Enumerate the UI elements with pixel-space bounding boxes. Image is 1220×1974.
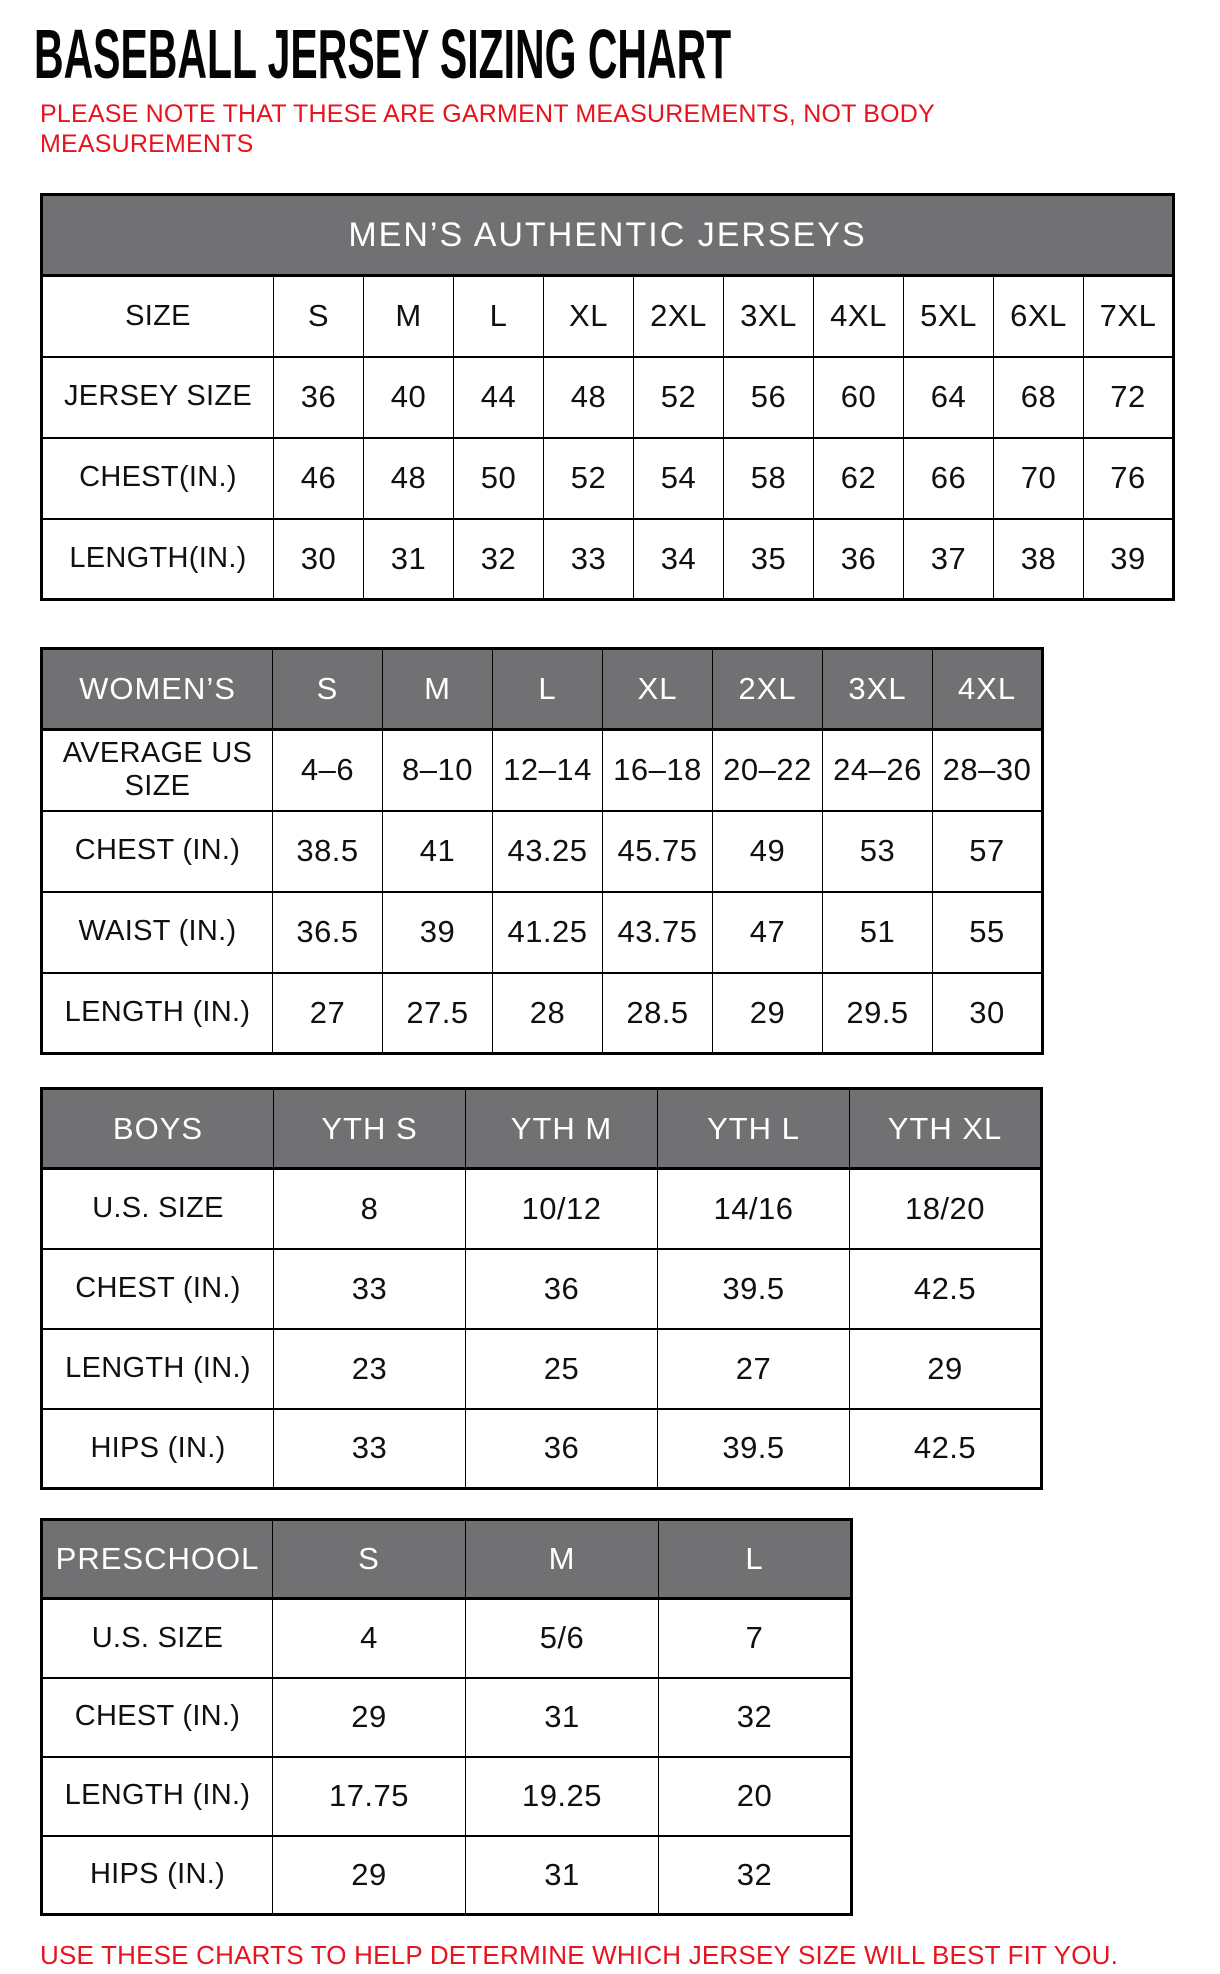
value-cell: 29.5 [823, 973, 933, 1054]
value-cell: 20–22 [713, 730, 823, 811]
preschool-row-hips-in- [42, 1836, 852, 1915]
value-cell: 39 [1084, 519, 1174, 600]
row-label: CHEST (IN.) [42, 1249, 274, 1329]
value-cell: 64 [904, 357, 994, 438]
boys-sizing-table [40, 1087, 1043, 1490]
value-cell: 58 [724, 438, 814, 519]
mens-header-row [42, 195, 1174, 276]
mens-row-chest-in- [42, 438, 1174, 519]
womens-row-waist-in- [42, 892, 1043, 973]
womens-header-label: WOMEN’S [42, 649, 273, 730]
value-cell: 29 [273, 1678, 466, 1757]
value-cell: 18/20 [850, 1169, 1042, 1249]
row-label: LENGTH (IN.) [42, 973, 273, 1054]
row-label: AVERAGE US SIZE [42, 730, 273, 811]
value-cell: 45.75 [603, 811, 713, 892]
value-cell: 72 [1084, 357, 1174, 438]
value-cell: 17.75 [273, 1757, 466, 1836]
womens-table-section [40, 647, 1220, 1055]
value-cell: 54 [634, 438, 724, 519]
value-cell: 55 [933, 892, 1043, 973]
value-cell: 5XL [904, 276, 994, 357]
preschool-size-header: M [466, 1520, 659, 1599]
value-cell: 14/16 [658, 1169, 850, 1249]
boys-size-header: YTH S [274, 1089, 466, 1169]
mens-table-section [40, 193, 1220, 601]
preschool-sizing-table [40, 1518, 853, 1916]
womens-row-length-in- [42, 973, 1043, 1054]
value-cell: 52 [544, 438, 634, 519]
mens-row-jersey-size [42, 357, 1174, 438]
value-cell: 8 [274, 1169, 466, 1249]
womens-row-average-us-size [42, 730, 1043, 811]
boys-row-hips-in- [42, 1409, 1042, 1489]
value-cell: 31 [466, 1836, 659, 1915]
boys-header-label: BOYS [42, 1089, 274, 1169]
value-cell: 43.25 [493, 811, 603, 892]
page-title: BASEBALL JERSEY SIZING CHART [34, 15, 732, 93]
note-line-2: MEASUREMENTS [40, 129, 254, 158]
boys-size-header: YTH XL [850, 1089, 1042, 1169]
value-cell: 43.75 [603, 892, 713, 973]
value-cell: 47 [713, 892, 823, 973]
row-label: U.S. SIZE [42, 1599, 273, 1678]
value-cell: 28 [493, 973, 603, 1054]
value-cell: 31 [364, 519, 454, 600]
boys-row-u-s-size [42, 1169, 1042, 1249]
value-cell: 41 [383, 811, 493, 892]
womens-sizing-table [40, 647, 1044, 1055]
value-cell: 36 [814, 519, 904, 600]
value-cell: 27.5 [383, 973, 493, 1054]
value-cell: 48 [544, 357, 634, 438]
value-cell: 37 [904, 519, 994, 600]
preschool-header-row [42, 1520, 852, 1599]
row-label: CHEST(IN.) [42, 438, 274, 519]
mens-row-size [42, 276, 1174, 357]
value-cell: 53 [823, 811, 933, 892]
row-label: HIPS (IN.) [42, 1836, 273, 1915]
value-cell: 50 [454, 438, 544, 519]
value-cell: 7XL [1084, 276, 1174, 357]
value-cell: 3XL [724, 276, 814, 357]
womens-size-header: L [493, 649, 603, 730]
preschool-row-u-s-size [42, 1599, 852, 1678]
value-cell: 36.5 [273, 892, 383, 973]
mens-sizing-table [40, 193, 1175, 601]
fit-advice-note: USE THESE CHARTS TO HELP DETERMINE WHICH JERSEY SIZE WILL BEST FIT YOU. [40, 1940, 1119, 1970]
value-cell: 27 [658, 1329, 850, 1409]
boys-row-length-in- [42, 1329, 1042, 1409]
value-cell: 76 [1084, 438, 1174, 519]
value-cell: 33 [544, 519, 634, 600]
row-label: CHEST (IN.) [42, 1678, 273, 1757]
value-cell: 68 [994, 357, 1084, 438]
value-cell: 34 [634, 519, 724, 600]
value-cell: 8–10 [383, 730, 493, 811]
value-cell: 4 [273, 1599, 466, 1678]
value-cell: 36 [466, 1249, 658, 1329]
womens-size-header: 2XL [713, 649, 823, 730]
value-cell: 39.5 [658, 1409, 850, 1489]
value-cell: 32 [454, 519, 544, 600]
value-cell: L [454, 276, 544, 357]
value-cell: 4–6 [273, 730, 383, 811]
row-label: SIZE [42, 276, 274, 357]
value-cell: 27 [273, 973, 383, 1054]
value-cell: 41.25 [493, 892, 603, 973]
preschool-size-header: L [659, 1520, 852, 1599]
womens-size-header: M [383, 649, 493, 730]
row-label: LENGTH (IN.) [42, 1329, 274, 1409]
value-cell: 25 [466, 1329, 658, 1409]
value-cell: 39 [383, 892, 493, 973]
value-cell: 24–26 [823, 730, 933, 811]
preschool-size-header: S [273, 1520, 466, 1599]
value-cell: 42.5 [850, 1409, 1042, 1489]
garment-measurements-note [40, 100, 940, 159]
value-cell: 32 [659, 1836, 852, 1915]
value-cell: 39.5 [658, 1249, 850, 1329]
value-cell: 6XL [994, 276, 1084, 357]
womens-size-header: 4XL [933, 649, 1043, 730]
value-cell: 56 [724, 357, 814, 438]
value-cell: 29 [713, 973, 823, 1054]
value-cell: 7 [659, 1599, 852, 1678]
boys-row-chest-in- [42, 1249, 1042, 1329]
value-cell: 5/6 [466, 1599, 659, 1678]
value-cell: 51 [823, 892, 933, 973]
value-cell: S [274, 276, 364, 357]
note-line-1: PLEASE NOTE THAT THESE ARE GARMENT MEASUREMENTS, NOT BODY [40, 100, 935, 128]
womens-row-chest-in- [42, 811, 1043, 892]
row-label: HIPS (IN.) [42, 1409, 274, 1489]
value-cell: 42.5 [850, 1249, 1042, 1329]
value-cell: 12–14 [493, 730, 603, 811]
value-cell: 31 [466, 1678, 659, 1757]
womens-size-header: S [273, 649, 383, 730]
row-label: LENGTH (IN.) [42, 1757, 273, 1836]
row-label: CHEST (IN.) [42, 811, 273, 892]
value-cell: 70 [994, 438, 1084, 519]
value-cell: 29 [850, 1329, 1042, 1409]
value-cell: 35 [724, 519, 814, 600]
value-cell: M [364, 276, 454, 357]
preschool-row-chest-in- [42, 1678, 852, 1757]
value-cell: 62 [814, 438, 904, 519]
value-cell: 4XL [814, 276, 904, 357]
value-cell: 66 [904, 438, 994, 519]
value-cell: 28–30 [933, 730, 1043, 811]
boys-size-header: YTH M [466, 1089, 658, 1169]
value-cell: 48 [364, 438, 454, 519]
value-cell: 52 [634, 357, 724, 438]
value-cell: 28.5 [603, 973, 713, 1054]
row-label: WAIST (IN.) [42, 892, 273, 973]
value-cell: 29 [273, 1836, 466, 1915]
boys-size-header: YTH L [658, 1089, 850, 1169]
womens-header-row [42, 649, 1043, 730]
row-label: JERSEY SIZE [42, 357, 274, 438]
value-cell: 30 [274, 519, 364, 600]
value-cell: 40 [364, 357, 454, 438]
preschool-row-length-in- [42, 1757, 852, 1836]
value-cell: 19.25 [466, 1757, 659, 1836]
value-cell: XL [544, 276, 634, 357]
mens-row-length-in- [42, 519, 1174, 600]
value-cell: 32 [659, 1678, 852, 1757]
value-cell: 36 [274, 357, 364, 438]
value-cell: 38.5 [273, 811, 383, 892]
row-label: U.S. SIZE [42, 1169, 274, 1249]
boys-header-row [42, 1089, 1042, 1169]
value-cell: 36 [466, 1409, 658, 1489]
value-cell: 44 [454, 357, 544, 438]
value-cell: 23 [274, 1329, 466, 1409]
boys-table-section [40, 1087, 1220, 1490]
value-cell: 33 [274, 1249, 466, 1329]
value-cell: 2XL [634, 276, 724, 357]
value-cell: 60 [814, 357, 904, 438]
womens-size-header: XL [603, 649, 713, 730]
mens-banner: MEN’S AUTHENTIC JERSEYS [42, 195, 1174, 276]
value-cell: 49 [713, 811, 823, 892]
value-cell: 30 [933, 973, 1043, 1054]
value-cell: 46 [274, 438, 364, 519]
row-label: LENGTH(IN.) [42, 519, 274, 600]
preschool-table-section [40, 1518, 1220, 1916]
value-cell: 38 [994, 519, 1084, 600]
value-cell: 57 [933, 811, 1043, 892]
value-cell: 10/12 [466, 1169, 658, 1249]
womens-size-header: 3XL [823, 649, 933, 730]
value-cell: 33 [274, 1409, 466, 1489]
value-cell: 20 [659, 1757, 852, 1836]
value-cell: 16–18 [603, 730, 713, 811]
preschool-header-label: PRESCHOOL [42, 1520, 273, 1599]
